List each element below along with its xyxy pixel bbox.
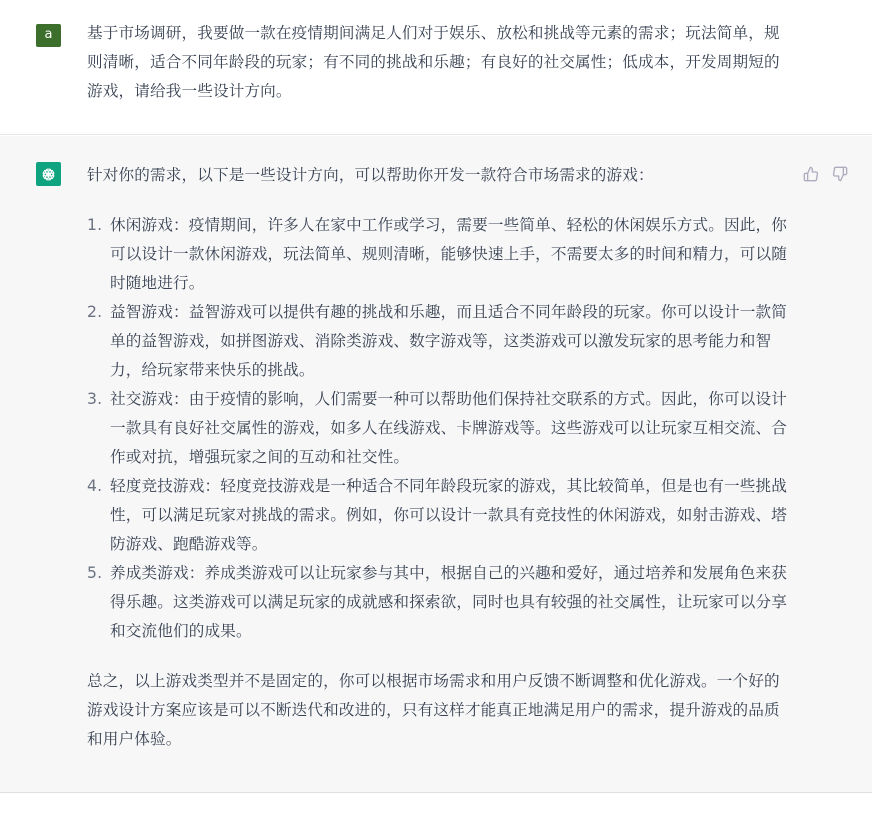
- list-item-number: 5.: [87, 564, 103, 582]
- user-avatar: a: [36, 24, 61, 47]
- list-item-text: 休闲游戏：疫情期间，许多人在家中工作或学习，需要一些简单、轻松的休闲娱乐方式。因此，你可以设计一款休闲游戏，玩法简单、规则清晰，能够快速上手，不需要太多的时间和精力，可以随时随地进行。: [110, 216, 787, 292]
- thumbs-up-icon[interactable]: [802, 165, 820, 183]
- user-message-text: 基于市场调研，我要做一款在疫情期间满足人们对于娱乐、放松和挑战等元素的需求；玩法简单，规则清晰，适合不同年龄段的玩家；有不同的挑战和乐趣；有良好的社交属性；低成本，开发周期短的游戏，请给我一些设计方向。: [87, 24, 780, 100]
- list-item: [87, 211, 787, 298]
- list-item: [87, 472, 787, 559]
- list-item-number: 4.: [87, 477, 103, 495]
- suggestion-list: [87, 211, 787, 646]
- list-item-text: 轻度竞技游戏：轻度竞技游戏是一种适合不同年龄段玩家的游戏，其比较简单，但是也有一些挑战性，可以满足玩家对挑战的需求。例如，你可以设计一款具有竞技性的休闲游戏，如射击游戏、塔防游戏、跑酷游戏等。: [110, 477, 787, 553]
- list-item-text: 社交游戏：由于疫情的影响，人们需要一种可以帮助他们保持社交联系的方式。因此，你可以设计一款具有良好社交属性的游戏，如多人在线游戏、卡牌游戏等。这些游戏可以让玩家互相交流、合作或对抗，增强玩家之间的互动和社交性。: [110, 390, 787, 466]
- assistant-conclusion: 总之，以上游戏类型并不是固定的，你可以根据市场需求和用户反馈不断调整和优化游戏。一个好的游戏设计方案应该是可以不断迭代和改进的，只有这样才能真正地满足用户的需求，提升游戏的品质和用户体验。: [87, 672, 780, 748]
- openai-logo-icon: [36, 162, 61, 186]
- list-item-text: 益智游戏：益智游戏可以提供有趣的挑战和乐趣，而且适合不同年龄段的玩家。你可以设计一款简单的益智游戏，如拼图游戏、消除类游戏、数字游戏等，这类游戏可以激发玩家的思考能力和智力，给玩家带来快乐的挑战。: [110, 303, 787, 379]
- list-item-number: 3.: [87, 390, 103, 408]
- assistant-message: [0, 136, 872, 793]
- list-item: [87, 559, 787, 646]
- assistant-message-body: [87, 161, 787, 754]
- user-message: [0, 0, 872, 135]
- list-item: [87, 298, 787, 385]
- list-item-text: 养成类游戏：养成类游戏可以让玩家参与其中，根据自己的兴趣和爱好，通过培养和发展角色来获得乐趣。这类游戏可以满足玩家的成就感和探索欲，同时也具有较强的社交属性，让玩家可以分享和交流他们的成果。: [110, 564, 787, 640]
- list-item-number: 2.: [87, 303, 103, 321]
- assistant-intro: 针对你的需求，以下是一些设计方向，可以帮助你开发一款符合市场需求的游戏：: [87, 166, 654, 184]
- thumbs-down-icon[interactable]: [831, 165, 849, 183]
- list-item: [87, 385, 787, 472]
- list-item-number: 1.: [87, 216, 103, 234]
